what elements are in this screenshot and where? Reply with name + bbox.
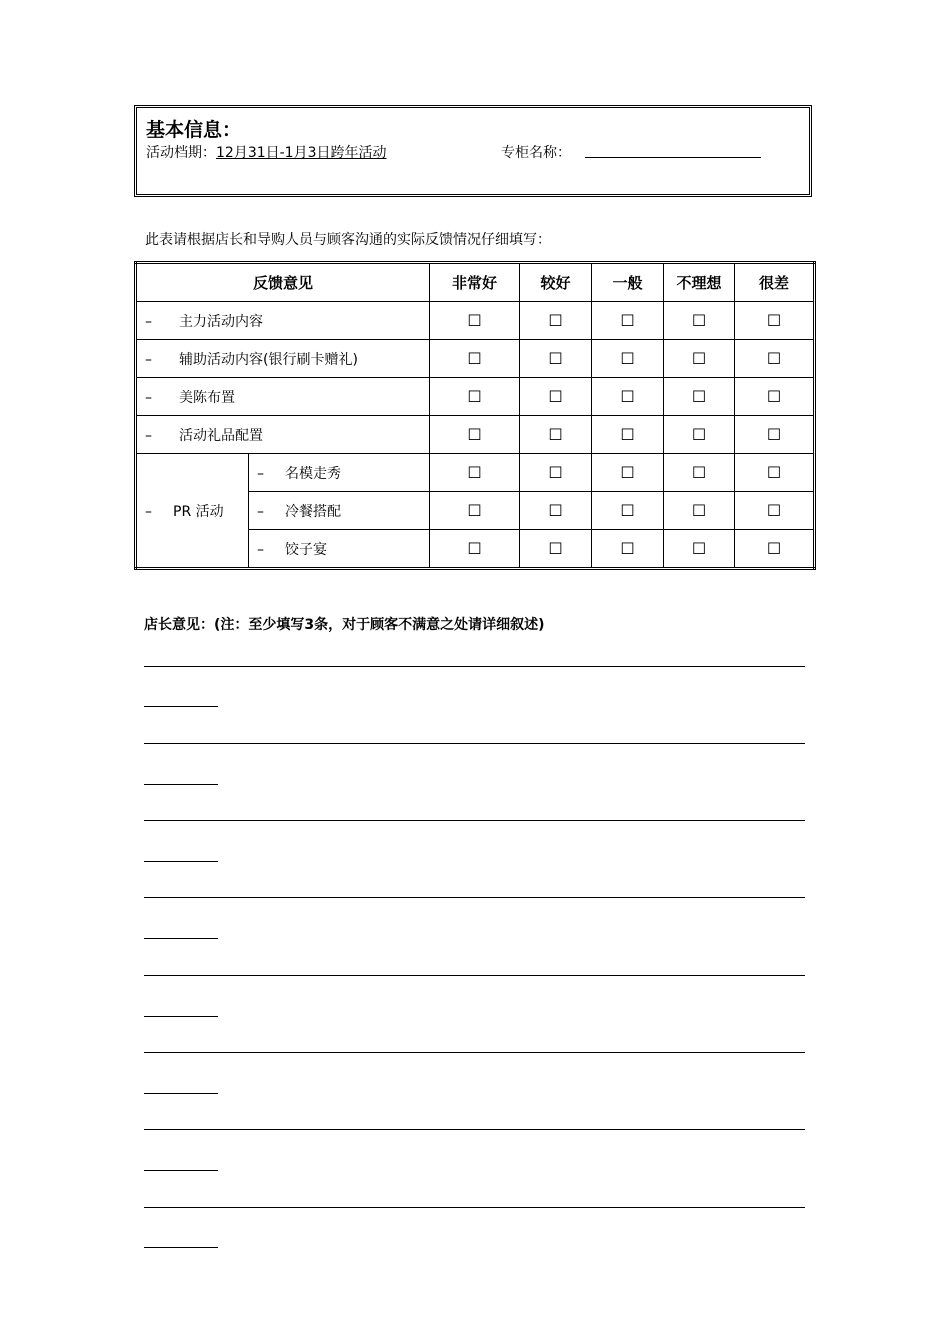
writing-line[interactable] [144, 1129, 805, 1130]
writing-line-short[interactable] [144, 706, 218, 707]
row-label: 冷餐搭配 [285, 503, 341, 520]
checkbox[interactable]: ☐ [664, 340, 735, 378]
table-row [136, 302, 815, 340]
checkbox[interactable]: ☐ [735, 416, 815, 454]
row-label: 主力活动内容 [179, 313, 263, 330]
checkbox[interactable]: ☐ [664, 492, 735, 530]
table-header-row [136, 263, 815, 302]
checkbox[interactable]: ☐ [520, 454, 592, 492]
checkbox[interactable]: ☐ [430, 378, 520, 416]
checkbox[interactable]: ☐ [520, 378, 592, 416]
checkbox[interactable]: ☐ [520, 302, 592, 340]
dash: – [145, 503, 152, 520]
basic-info-box [134, 105, 812, 197]
checkbox[interactable]: ☐ [430, 454, 520, 492]
counter-name-label: 专柜名称： [501, 145, 571, 161]
header-very-poor: 很差 [735, 263, 815, 302]
writing-line[interactable] [144, 820, 805, 821]
header-average: 一般 [592, 263, 664, 302]
dash: – [145, 427, 152, 444]
dash: – [145, 389, 152, 406]
period-value: 12月31日-1月3日跨年活动 [216, 145, 387, 161]
checkbox[interactable]: ☐ [735, 378, 815, 416]
checkbox[interactable]: ☐ [520, 530, 592, 569]
writing-line[interactable] [144, 1207, 805, 1208]
table-row [136, 416, 815, 454]
checkbox[interactable]: ☐ [664, 530, 735, 569]
checkbox[interactable]: ☐ [735, 340, 815, 378]
writing-line-short[interactable] [144, 861, 218, 862]
writing-line-short[interactable] [144, 1170, 218, 1171]
checkbox[interactable]: ☐ [430, 530, 520, 569]
writing-line-short[interactable] [144, 1093, 218, 1094]
checkbox[interactable]: ☐ [520, 492, 592, 530]
header-very-good: 非常好 [430, 263, 520, 302]
pr-group-label: PR 活动 [173, 503, 224, 520]
counter-name-field[interactable] [585, 157, 761, 158]
header-feedback: 反馈意见 [136, 263, 430, 302]
writing-line[interactable] [144, 975, 805, 976]
dash: – [257, 541, 264, 558]
writing-line[interactable] [144, 897, 805, 898]
checkbox[interactable]: ☐ [430, 340, 520, 378]
checkbox[interactable]: ☐ [735, 302, 815, 340]
table-row [136, 454, 815, 492]
feedback-table [134, 261, 816, 570]
row-label: 活动礼品配置 [179, 427, 263, 444]
dash: – [257, 465, 264, 482]
checkbox[interactable]: ☐ [735, 530, 815, 569]
checkbox[interactable]: ☐ [520, 340, 592, 378]
row-label: 饺子宴 [285, 541, 327, 558]
period-line [146, 142, 387, 162]
writing-line-short[interactable] [144, 1247, 218, 1248]
table-row [136, 378, 815, 416]
row-label: 美陈布置 [179, 389, 235, 406]
basic-info-title: 基本信息： [146, 119, 242, 141]
checkbox[interactable]: ☐ [735, 454, 815, 492]
checkbox[interactable]: ☐ [592, 492, 664, 530]
row-label: 名模走秀 [285, 465, 341, 482]
intro-text: 此表请根据店长和导购人员与顾客沟通的实际反馈情况仔细填写： [145, 232, 551, 248]
checkbox[interactable]: ☐ [592, 378, 664, 416]
checkbox[interactable]: ☐ [664, 454, 735, 492]
dash: – [145, 313, 152, 330]
checkbox[interactable]: ☐ [430, 416, 520, 454]
checkbox[interactable]: ☐ [735, 492, 815, 530]
dash: – [257, 503, 264, 520]
checkbox[interactable]: ☐ [592, 340, 664, 378]
period-label: 活动档期： [146, 145, 216, 161]
checkbox[interactable]: ☐ [520, 416, 592, 454]
checkbox[interactable]: ☐ [592, 530, 664, 569]
header-unsatisfactory: 不理想 [664, 263, 735, 302]
writing-line-short[interactable] [144, 784, 218, 785]
writing-line[interactable] [144, 743, 805, 744]
checkbox[interactable]: ☐ [664, 378, 735, 416]
writing-line-short[interactable] [144, 1016, 218, 1017]
checkbox[interactable]: ☐ [664, 416, 735, 454]
pr-group-cell [136, 454, 249, 569]
checkbox[interactable]: ☐ [592, 454, 664, 492]
table-row [136, 340, 815, 378]
checkbox[interactable]: ☐ [430, 302, 520, 340]
writing-line[interactable] [144, 1052, 805, 1053]
checkbox[interactable]: ☐ [430, 492, 520, 530]
manager-opinion-title: 店长意见：(注：至少填写3条，对于顾客不满意之处请详细叙述) [144, 617, 545, 633]
checkbox[interactable]: ☐ [592, 416, 664, 454]
checkbox[interactable]: ☐ [592, 302, 664, 340]
writing-line-short[interactable] [144, 938, 218, 939]
dash: – [145, 351, 152, 368]
row-label: 辅助活动内容(银行刷卡赠礼) [179, 351, 358, 368]
header-good: 较好 [520, 263, 592, 302]
writing-line[interactable] [144, 666, 805, 667]
checkbox[interactable]: ☐ [664, 302, 735, 340]
